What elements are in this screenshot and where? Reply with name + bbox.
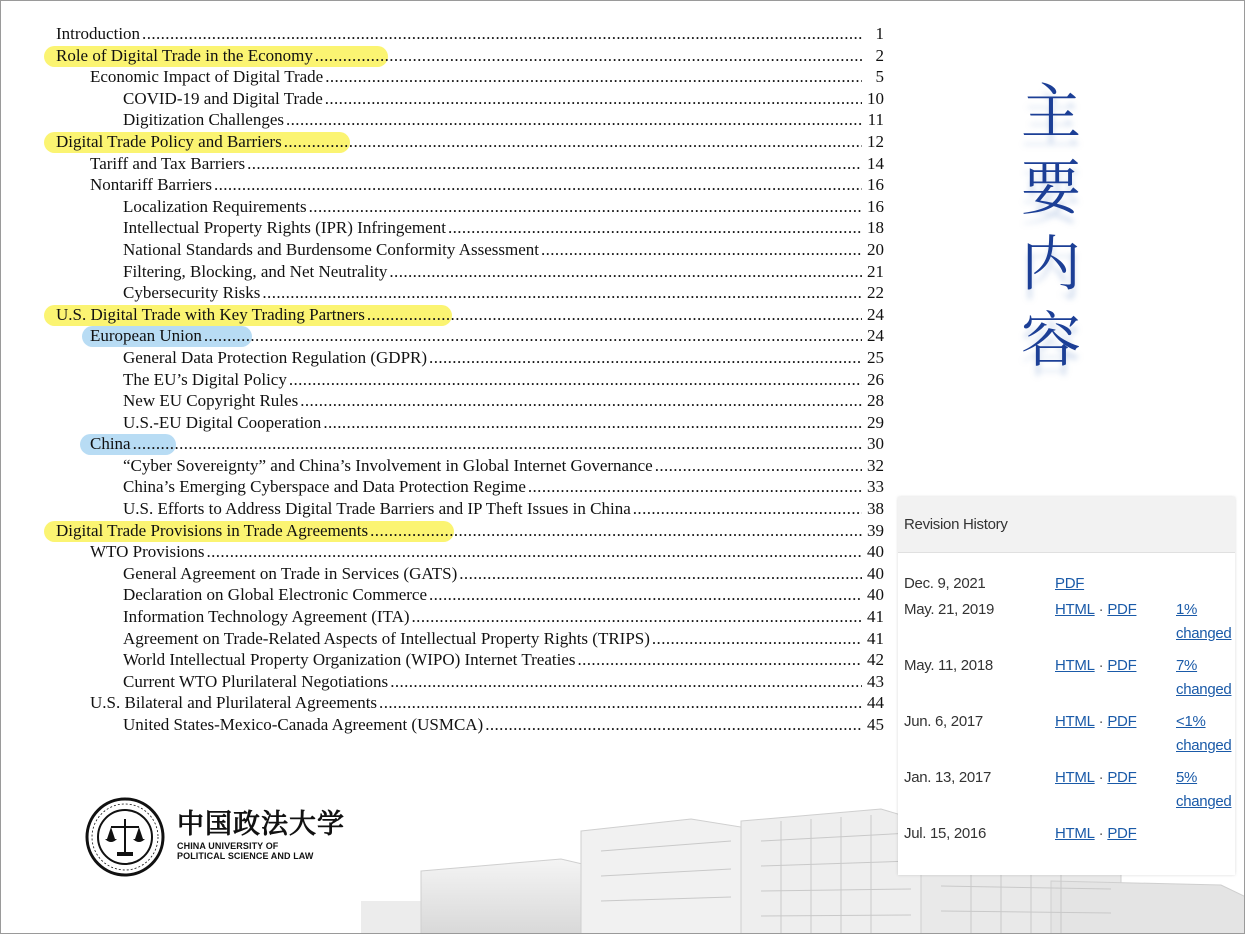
toc-entry-title: Tariff and Tax Barriers xyxy=(90,153,246,173)
link-separator: · xyxy=(1098,713,1104,730)
toc-entry-page: 2 xyxy=(875,45,884,65)
toc-entry[interactable] xyxy=(56,45,884,67)
toc-dot-leader xyxy=(459,563,862,585)
change-link[interactable] xyxy=(1176,710,1231,758)
university-name-en-line1: CHINA UNIVERSITY OF xyxy=(177,841,279,851)
pdf-link[interactable]: PDF xyxy=(1107,657,1137,674)
toc-dot-leader xyxy=(325,66,862,88)
toc-entry-title: Information Technology Agreement (ITA) xyxy=(123,607,410,627)
toc-dot-leader xyxy=(429,584,862,606)
toc-entry-page: 5 xyxy=(875,67,884,87)
toc-dot-leader xyxy=(412,606,862,628)
table-of-contents xyxy=(56,23,884,736)
toc-dot-leader xyxy=(289,369,862,391)
toc-entry-page: 41 xyxy=(867,628,884,648)
toc-entry[interactable] xyxy=(56,66,884,88)
toc-entry-title: General Agreement on Trade in Services (GATS) xyxy=(123,563,458,583)
toc-entry[interactable] xyxy=(56,261,884,283)
toc-entry-page: 29 xyxy=(867,412,884,432)
toc-entry[interactable] xyxy=(56,369,884,391)
toc-entry-title: U.S. Digital Trade with Key Trading Partners xyxy=(56,304,365,324)
toc-dot-leader xyxy=(309,196,862,218)
toc-dot-leader xyxy=(485,714,862,736)
toc-dot-leader xyxy=(133,433,862,455)
toc-entry-page: 21 xyxy=(867,261,884,281)
toc-entry-title: The EU’s Digital Policy xyxy=(123,369,287,389)
toc-dot-leader xyxy=(247,153,862,175)
toc-entry-title: Introduction xyxy=(56,24,141,43)
change-percent[interactable]: 1% xyxy=(1176,601,1198,618)
html-link[interactable]: HTML xyxy=(1055,657,1095,674)
heading-char: 要 xyxy=(1021,154,1081,224)
toc-dot-leader xyxy=(286,109,862,131)
revision-date: Jan. 13, 2017 xyxy=(904,769,992,786)
toc-entry-title: Cybersecurity Risks xyxy=(123,283,261,303)
revision-links xyxy=(1055,825,1136,842)
change-link[interactable] xyxy=(1176,766,1231,814)
revision-links xyxy=(1055,575,1084,592)
toc-entry-title: New EU Copyright Rules xyxy=(123,391,299,411)
toc-entry-page: 38 xyxy=(867,499,884,519)
toc-entry[interactable] xyxy=(56,282,884,304)
toc-entry-page: 16 xyxy=(867,196,884,216)
toc-dot-leader xyxy=(214,174,862,196)
html-link[interactable]: HTML xyxy=(1055,769,1095,786)
toc-entry[interactable] xyxy=(56,498,884,520)
toc-entry[interactable] xyxy=(56,390,884,412)
toc-entry-page: 26 xyxy=(867,369,884,389)
link-separator: · xyxy=(1098,825,1104,842)
toc-entry-title: U.S. Bilateral and Plurilateral Agreements xyxy=(90,693,378,713)
university-name-cn: 中国政法大学 xyxy=(177,809,345,840)
toc-entry[interactable] xyxy=(56,131,884,153)
toc-entry[interactable] xyxy=(56,217,884,239)
university-seal-logo xyxy=(85,797,165,877)
revision-links xyxy=(1055,601,1136,618)
toc-entry-title: Agreement on Trade-Related Aspects of Intellectual Property Rights (TRIPS) xyxy=(123,628,650,648)
toc-dot-leader xyxy=(367,304,862,326)
toc-entry-title: U.S. Efforts to Address Digital Trade Barriers and IP Theft Issues in China xyxy=(123,499,631,519)
change-word[interactable]: changed xyxy=(1176,681,1232,698)
toc-entry[interactable] xyxy=(56,325,884,347)
toc-entry-title: COVID-19 and Digital Trade xyxy=(123,88,323,108)
change-link[interactable] xyxy=(1176,654,1231,702)
pdf-link[interactable]: PDF xyxy=(1107,713,1137,730)
toc-entry-title: U.S.-EU Digital Cooperation xyxy=(123,412,322,432)
link-separator: · xyxy=(1098,601,1104,618)
toc-entry[interactable] xyxy=(56,476,884,498)
toc-entry-title: Economic Impact of Digital Trade xyxy=(90,67,324,87)
toc-entry-title: Intellectual Property Rights (IPR) Infringement xyxy=(123,218,446,238)
pdf-link[interactable]: PDF xyxy=(1107,769,1137,786)
toc-dot-leader xyxy=(204,325,862,347)
revision-date: May. 11, 2018 xyxy=(904,657,993,674)
toc-entry-page: 40 xyxy=(867,585,884,605)
toc-entry[interactable] xyxy=(56,109,884,131)
toc-entry-page: 44 xyxy=(867,693,884,713)
toc-entry[interactable] xyxy=(56,671,884,693)
toc-dot-leader xyxy=(284,131,862,153)
toc-dot-leader xyxy=(528,476,862,498)
toc-entry-title: National Standards and Burdensome Conformity Assessment xyxy=(123,239,539,259)
toc-entry[interactable] xyxy=(56,628,884,650)
toc-entry-page: 20 xyxy=(867,239,884,259)
link-separator: · xyxy=(1098,769,1104,786)
toc-dot-leader xyxy=(323,412,862,434)
toc-entry[interactable] xyxy=(56,174,884,196)
toc-entry-page: 18 xyxy=(867,218,884,238)
toc-entry-page: 39 xyxy=(867,520,884,540)
toc-entry[interactable] xyxy=(56,541,884,563)
toc-entry-title: Digital Trade Policy and Barriers xyxy=(56,131,282,151)
html-link[interactable]: HTML xyxy=(1055,601,1095,618)
revision-links xyxy=(1055,657,1136,674)
toc-entry[interactable] xyxy=(56,412,884,434)
heading-char: 主 xyxy=(1021,78,1081,148)
revision-links xyxy=(1055,769,1136,786)
change-percent[interactable]: 5% xyxy=(1176,769,1198,786)
toc-entry[interactable] xyxy=(56,88,884,110)
toc-dot-leader xyxy=(142,23,862,45)
toc-entry-page: 42 xyxy=(867,650,884,670)
toc-dot-leader xyxy=(390,671,862,693)
change-word[interactable]: changed xyxy=(1176,793,1232,810)
change-percent[interactable]: <1% xyxy=(1176,713,1206,730)
toc-entry[interactable] xyxy=(56,153,884,175)
pdf-link[interactable]: PDF xyxy=(1107,825,1137,842)
university-name-en-line2: POLITICAL SCIENCE AND LAW xyxy=(177,851,314,861)
toc-entry[interactable] xyxy=(56,584,884,606)
toc-entry-page: 30 xyxy=(867,434,884,454)
toc-entry-title: Role of Digital Trade in the Economy xyxy=(56,45,313,65)
toc-entry[interactable] xyxy=(56,23,884,45)
pdf-link[interactable]: PDF xyxy=(1055,575,1085,592)
toc-entry-page: 33 xyxy=(867,477,884,497)
html-link[interactable]: HTML xyxy=(1055,713,1095,730)
toc-entry[interactable] xyxy=(56,520,884,542)
toc-entry-page: 28 xyxy=(867,391,884,411)
toc-entry-title: Digital Trade Provisions in Trade Agreements xyxy=(56,520,369,540)
toc-dot-leader xyxy=(206,541,862,563)
toc-dot-leader xyxy=(389,261,862,283)
toc-entry-page: 1 xyxy=(875,24,884,43)
revision-date: Jul. 15, 2016 xyxy=(904,825,986,842)
toc-entry-page: 32 xyxy=(867,455,884,475)
revision-date: May. 21, 2019 xyxy=(904,601,995,618)
toc-dot-leader xyxy=(262,282,862,304)
pdf-link[interactable]: PDF xyxy=(1107,601,1137,618)
toc-entry-page: 40 xyxy=(867,542,884,562)
toc-dot-leader xyxy=(325,88,862,110)
toc-entry-page: 16 xyxy=(867,175,884,195)
toc-entry-title: European Union xyxy=(90,326,202,346)
heading-char: 内 xyxy=(1021,230,1081,300)
toc-dot-leader xyxy=(541,239,862,261)
toc-entry-page: 45 xyxy=(867,715,884,734)
revision-date: Jun. 6, 2017 xyxy=(904,713,983,730)
toc-dot-leader xyxy=(429,347,862,369)
toc-entry-page: 43 xyxy=(867,671,884,691)
toc-entry[interactable] xyxy=(56,714,884,736)
toc-dot-leader xyxy=(655,455,862,477)
toc-entry-title: Filtering, Blocking, and Net Neutrality xyxy=(123,261,388,281)
toc-entry-title: Digitization Challenges xyxy=(123,110,284,130)
toc-dot-leader xyxy=(379,692,862,714)
toc-entry-title: “Cyber Sovereignty” and China’s Involvement in Global Internet Governance xyxy=(123,455,653,475)
revision-date: Dec. 9, 2021 xyxy=(904,575,986,592)
toc-entry[interactable] xyxy=(56,606,884,628)
toc-entry[interactable] xyxy=(56,692,884,714)
toc-dot-leader xyxy=(577,649,862,671)
toc-entry[interactable] xyxy=(56,455,884,477)
toc-dot-leader xyxy=(652,628,862,650)
toc-entry-title: United States-Mexico-Canada Agreement (USMCA) xyxy=(123,715,484,734)
toc-entry-title: China’s Emerging Cyberspace and Data Protection Regime xyxy=(123,477,526,497)
toc-entry[interactable] xyxy=(56,649,884,671)
toc-entry-page: 25 xyxy=(867,347,884,367)
toc-dot-leader xyxy=(315,45,862,67)
toc-entry-page: 24 xyxy=(867,326,884,346)
toc-entry[interactable] xyxy=(56,563,884,585)
toc-entry-page: 12 xyxy=(867,131,884,151)
toc-entry-page: 10 xyxy=(867,88,884,108)
revision-history-panel xyxy=(898,497,1235,875)
toc-entry[interactable] xyxy=(56,347,884,369)
toc-entry-title: WTO Provisions xyxy=(90,542,205,562)
toc-entry-page: 11 xyxy=(867,110,884,130)
toc-entry-page: 14 xyxy=(867,153,884,173)
toc-entry[interactable] xyxy=(56,304,884,326)
toc-entry-page: 41 xyxy=(867,607,884,627)
toc-dot-leader xyxy=(633,498,862,520)
toc-entry-title: China xyxy=(90,434,131,454)
toc-entry-page: 22 xyxy=(867,283,884,303)
toc-dot-leader xyxy=(448,217,862,239)
change-word[interactable]: changed xyxy=(1176,737,1232,754)
toc-dot-leader xyxy=(370,520,862,542)
toc-entry-title: World Intellectual Property Organization (WIPO) Internet Treaties xyxy=(123,650,576,670)
html-link[interactable]: HTML xyxy=(1055,825,1095,842)
change-percent[interactable]: 7% xyxy=(1176,657,1198,674)
toc-entry-title: Current WTO Plurilateral Negotiations xyxy=(123,671,389,691)
university-name-logo xyxy=(177,809,345,861)
toc-entry-page: 40 xyxy=(867,563,884,583)
toc-entry-title: Declaration on Global Electronic Commerce xyxy=(123,585,427,605)
toc-dot-leader xyxy=(300,390,862,412)
toc-entry[interactable] xyxy=(56,433,884,455)
toc-entry-title: General Data Protection Regulation (GDPR) xyxy=(123,347,428,367)
change-link[interactable] xyxy=(1176,598,1231,646)
toc-entry-page: 24 xyxy=(867,304,884,324)
link-separator: · xyxy=(1098,657,1104,674)
revision-links xyxy=(1055,713,1136,730)
heading-main-content xyxy=(1016,75,1086,379)
change-word[interactable]: changed xyxy=(1176,625,1232,642)
heading-char: 容 xyxy=(1021,306,1081,376)
toc-entry-title: Localization Requirements xyxy=(123,196,307,216)
toc-entry[interactable] xyxy=(56,239,884,261)
revision-history-title: Revision History xyxy=(898,497,1235,553)
toc-entry-title: Nontariff Barriers xyxy=(90,175,212,195)
toc-entry[interactable] xyxy=(56,196,884,218)
